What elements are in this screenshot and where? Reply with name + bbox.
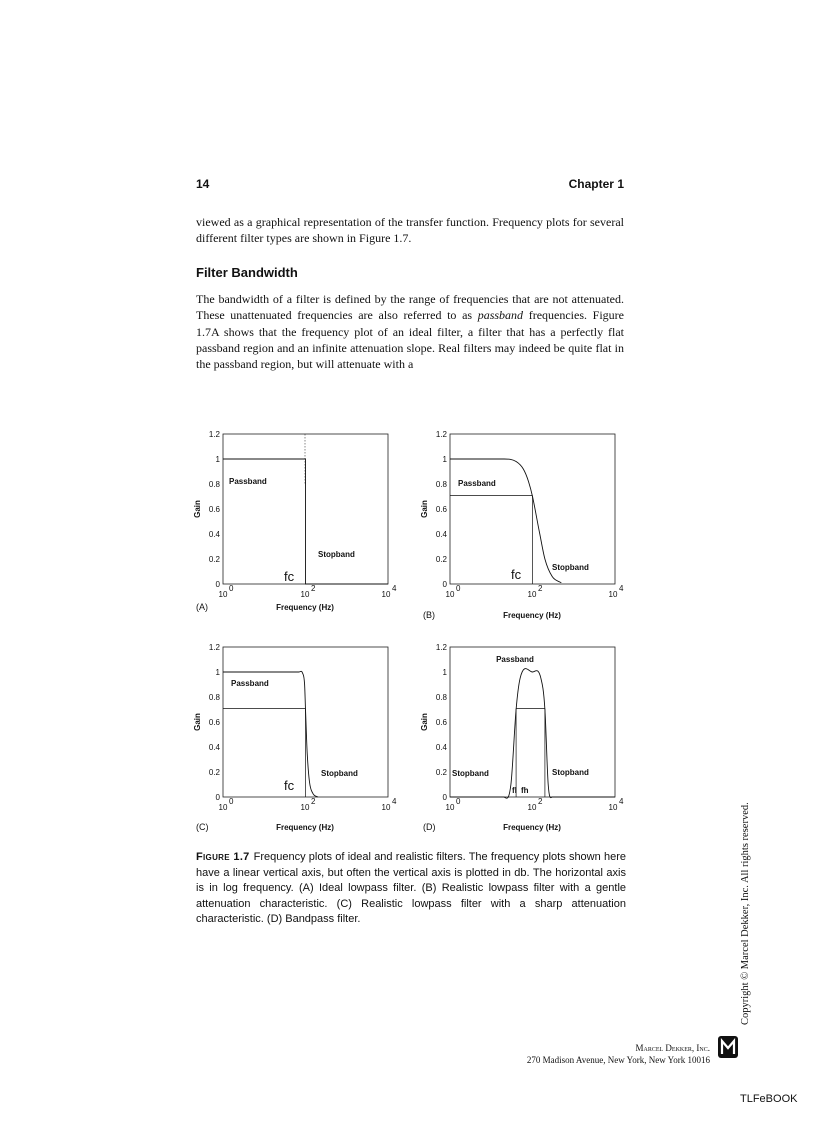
y-tick-b-5: 0.4 <box>435 530 447 539</box>
y-tick-a-3: 0.8 <box>208 480 220 489</box>
panel-label-a: (A) <box>196 602 208 612</box>
cutoff-label-b: fc <box>511 567 522 582</box>
y-tick-a-7: 0 <box>215 580 220 589</box>
x-tick-b-3: 10 <box>608 590 618 599</box>
passband-label-b: Passband <box>458 479 496 488</box>
footer-watermark: TLFeBOOK <box>740 1093 798 1105</box>
x-tick-exp-c-1: 0 <box>229 797 234 806</box>
y-tick-c-7: 0 <box>215 793 220 802</box>
plot-panel-a <box>188 425 410 625</box>
stopband-right-label-d: Stopband <box>552 768 589 777</box>
x-tick-d-1: 10 <box>445 803 455 812</box>
y-tick-b-7: 0 <box>442 580 447 589</box>
cutoff-label-a: fc <box>284 569 295 584</box>
y-tick-c-4: 0.6 <box>208 718 220 727</box>
x-tick-b-2: 10 <box>527 590 537 599</box>
panel-label-b: (B) <box>423 610 435 620</box>
y-tick-c-1: 1.2 <box>208 643 220 652</box>
cutoff-lines-d <box>516 709 545 797</box>
x-axis-ticks-a <box>219 584 397 599</box>
y-tick-d-3: 0.8 <box>435 693 447 702</box>
y-tick-a-4: 0.6 <box>208 505 220 514</box>
x-tick-exp-c-2: 2 <box>311 797 316 806</box>
x-tick-d-2: 10 <box>527 803 537 812</box>
x-tick-d-3: 10 <box>608 803 618 812</box>
y-tick-b-2: 1 <box>442 455 447 464</box>
stopband-label-b: Stopband <box>552 563 589 572</box>
stopband-label-a: Stopband <box>318 550 355 559</box>
y-tick-b-1: 1.2 <box>435 430 447 439</box>
publisher-block <box>520 1042 710 1066</box>
y-tick-d-7: 0 <box>442 793 447 802</box>
x-tick-exp-b-1: 0 <box>456 584 461 593</box>
x-tick-a-1: 10 <box>218 590 228 599</box>
y-tick-d-5: 0.4 <box>435 743 447 752</box>
y-tick-a-1: 1.2 <box>208 430 220 439</box>
paragraph-intro: viewed as a graphical representation of the transfer function. Frequency plots for several different filter types are shown in Figure 1.7. <box>196 215 624 246</box>
plot-panel-d <box>415 638 637 838</box>
x-tick-exp-a-1: 0 <box>229 584 234 593</box>
plot-panel-b <box>415 425 637 625</box>
chapter-heading: Chapter 1 <box>568 177 624 191</box>
y-tick-a-2: 1 <box>215 455 220 464</box>
y-tick-a-5: 0.4 <box>208 530 220 539</box>
publisher-name: Marcel Dekker, Inc. <box>635 1043 710 1053</box>
section-title: Filter Bandwidth <box>196 265 298 280</box>
publisher-logo <box>716 1034 740 1060</box>
paragraph-bandwidth-part1: The bandwidth of a filter is defined by the range of frequencies that are not attenuated. These unattenuated frequencies are also referred to as <box>196 292 624 323</box>
y-axis-ticks-a <box>209 430 221 589</box>
y-tick-c-6: 0.2 <box>208 768 220 777</box>
stopband-label-c: Stopband <box>321 769 358 778</box>
y-axis-label-d: Gain <box>420 713 429 731</box>
y-tick-d-1: 1.2 <box>435 643 447 652</box>
y-axis-label-b: Gain <box>420 500 429 518</box>
plot-panel-c <box>188 638 410 838</box>
figure-caption-label: Figure 1.7 <box>196 851 250 863</box>
x-tick-exp-d-3: 4 <box>619 797 624 806</box>
y-tick-c-3: 0.8 <box>208 693 220 702</box>
paragraph-bandwidth-part2: frequencies. Figure 1.7A shows that the frequency plot of an ideal filter, a filter that has a perfectly flat passband region and an infinite attenuation slope. Real filters may indeed be quite flat in the passband region, but will attenuate with a <box>196 308 624 372</box>
passband-label-d: Passband <box>496 655 534 664</box>
passband-label-c: Passband <box>231 679 269 688</box>
x-tick-c-3: 10 <box>381 803 391 812</box>
y-axis-label-c: Gain <box>193 713 202 731</box>
gain-curve-c <box>223 671 318 797</box>
page-number: 14 <box>196 177 210 191</box>
x-tick-exp-c-3: 4 <box>392 797 397 806</box>
x-tick-exp-b-2: 2 <box>538 584 543 593</box>
x-tick-b-1: 10 <box>445 590 455 599</box>
passband-label-a: Passband <box>229 477 267 486</box>
publisher-address: 270 Madison Avenue, New York, New York 10016 <box>526 1055 710 1065</box>
x-axis-label-b: Frequency (Hz) <box>503 611 561 620</box>
x-axis-ticks-d <box>446 797 624 812</box>
y-tick-b-6: 0.2 <box>435 555 447 564</box>
passband-emphasis: passband <box>477 308 524 323</box>
panel-label-c: (C) <box>196 822 209 832</box>
y-tick-c-5: 0.4 <box>208 743 220 752</box>
x-tick-exp-d-1: 0 <box>456 797 461 806</box>
x-tick-exp-d-2: 2 <box>538 797 543 806</box>
y-tick-d-4: 0.6 <box>435 718 447 727</box>
x-tick-a-2: 10 <box>300 590 310 599</box>
x-tick-c-1: 10 <box>218 803 228 812</box>
x-tick-exp-a-3: 4 <box>392 584 397 593</box>
gain-curve-b <box>450 459 561 583</box>
x-tick-c-2: 10 <box>300 803 310 812</box>
y-tick-c-2: 1 <box>215 668 220 677</box>
panel-label-d: (D) <box>423 822 436 832</box>
y-axis-label-a: Gain <box>193 500 202 518</box>
paragraph-bandwidth <box>196 291 624 372</box>
y-tick-a-6: 0.2 <box>208 555 220 564</box>
x-axis-ticks-b <box>446 584 624 599</box>
cutoff-label-c: fc <box>284 778 295 793</box>
y-axis-ticks-c <box>209 643 221 802</box>
x-tick-a-3: 10 <box>381 590 391 599</box>
y-tick-b-3: 0.8 <box>435 480 447 489</box>
x-axis-label-c: Frequency (Hz) <box>276 823 334 832</box>
y-tick-b-4: 0.6 <box>435 505 447 514</box>
stopband-left-label-d: Stopband <box>452 769 489 778</box>
gain-curve-d <box>450 669 615 799</box>
x-axis-ticks-c <box>219 797 397 812</box>
y-tick-d-6: 0.2 <box>435 768 447 777</box>
y-tick-d-2: 1 <box>442 668 447 677</box>
x-axis-label-d: Frequency (Hz) <box>503 823 561 832</box>
figure-caption <box>196 850 626 928</box>
x-axis-label-a: Frequency (Hz) <box>276 603 334 612</box>
figure-caption-text: Frequency plots of ideal and realistic filters. The frequency plots shown here have a linear vertical axis, but often the vertical axis is plotted in db. The horizontal axis is in log frequency. (A) Ideal lowpass filter. (B) Realistic lowpass filter with a gentle attenuation characteristic. (C) Realistic lowpass filter with a sharp attenuation characteristic. (D) Bandpass filter. <box>196 851 626 925</box>
y-axis-ticks-b <box>436 430 448 589</box>
y-axis-ticks-d <box>436 643 448 802</box>
lower-cutoff-label-d: fl <box>512 786 517 795</box>
x-tick-exp-a-2: 2 <box>311 584 316 593</box>
upper-cutoff-label-d: fh <box>521 786 529 795</box>
copyright-notice: Copyright © Marcel Dekker, Inc. All rights reserved. <box>740 802 751 1025</box>
x-tick-exp-b-3: 4 <box>619 584 624 593</box>
